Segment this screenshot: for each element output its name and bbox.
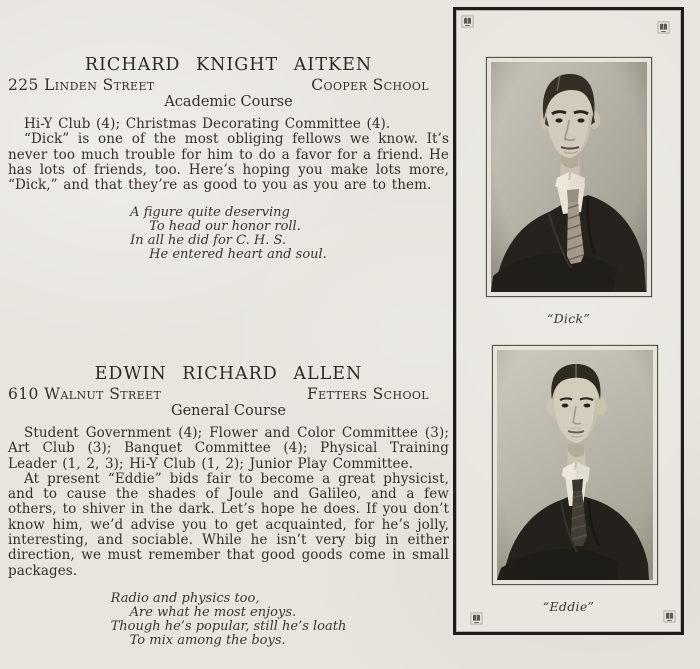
poem bbox=[111, 592, 347, 648]
poem-line: Are what he most enjoys. bbox=[129, 604, 297, 620]
address-row bbox=[8, 77, 449, 94]
poem-line: Radio and physics too, bbox=[110, 590, 260, 606]
bio-paragraph: At present “Eddie” bids fair to become a great physicist, and to cause the shades of Joule and Galileo, and a few others, to shiver in the dark. Let’s hope he does. If you don’t know him, we’d advise you to get acquainted, for he’s jolly, interesting, and sociable. While he isn’t very big in either direction, we must remember that good goods come in small packages. bbox=[8, 470, 449, 579]
portrait-frame-eddie bbox=[492, 345, 658, 585]
poem-line: In all he did for C. H. S. bbox=[130, 233, 287, 249]
poem-line: He entered heart and soul. bbox=[149, 247, 327, 263]
school-name: Fetters School bbox=[306, 385, 429, 403]
portrait-dick-image bbox=[491, 62, 647, 292]
student-entry-allen bbox=[8, 364, 449, 648]
address-row bbox=[8, 386, 449, 403]
student-entry-aitken bbox=[8, 55, 449, 262]
book-ornament-icon bbox=[461, 15, 474, 28]
portrait-eddie-image bbox=[497, 350, 653, 580]
activities-paragraph: Student Government (4); Flower and Color Committee (3); Art Club (3); Banquet Committee (4); Physical Training Leader (1, 2, 3); Hi-Y Club (1, 2); Junior Play Committee. bbox=[8, 425, 449, 472]
course-name: Academic Course bbox=[164, 94, 293, 110]
book-ornament-icon bbox=[657, 21, 670, 34]
school-name: Cooper School bbox=[311, 76, 429, 94]
street-address: 610 Walnut Street bbox=[8, 385, 162, 403]
student-name: RICHARD KNIGHT AITKEN bbox=[84, 55, 373, 75]
poem bbox=[130, 206, 327, 262]
activities-paragraph: Hi-Y Club (4); Christmas Decorating Committee (4). bbox=[24, 116, 391, 132]
portrait-frame-dick bbox=[486, 57, 652, 297]
bio-paragraph: “Dick” is one of the most obliging fellows we know. It’s never too much trouble for him to do a favor for a friend. He has lots of friends, too. Here’s hoping you make lots more, “Dick,” and that they’re as good to you as you are to them. bbox=[8, 131, 449, 194]
poem-line: Though he’s popular, still he’s loath bbox=[110, 618, 347, 634]
poem-line: To head our honor roll. bbox=[149, 219, 301, 235]
poem-line: To mix among the boys. bbox=[129, 632, 286, 648]
street-address: 225 Linden Street bbox=[8, 76, 155, 94]
poem-line: A figure quite deserving bbox=[130, 205, 290, 221]
photo-panel bbox=[453, 7, 684, 635]
course-name: General Course bbox=[170, 403, 287, 419]
photo-caption: “Dick” bbox=[546, 311, 591, 326]
student-name: EDWIN RICHARD ALLEN bbox=[94, 364, 363, 384]
photo-caption: “Eddie” bbox=[542, 599, 595, 614]
